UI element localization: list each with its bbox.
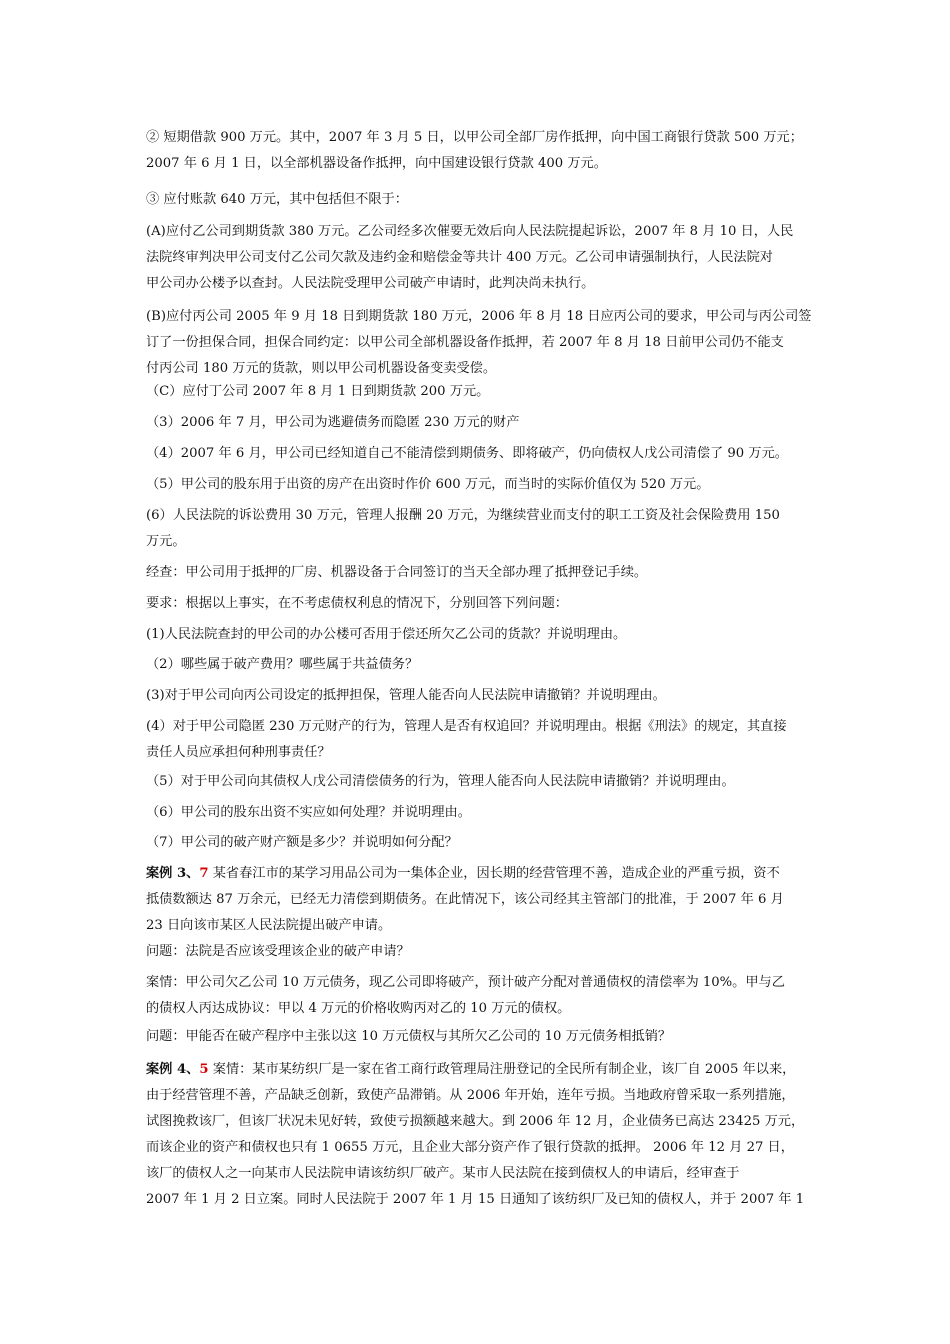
text-line: 抵债数额达 87 万余元，已经无力清偿到期债务。在此情况下，该公司经其主管部门的批准，于 2007 年 6 月 [146, 892, 784, 907]
question-1 [146, 622, 810, 648]
text-line: ③ 应付账款 640 万元，其中包括但不限于： [146, 192, 408, 207]
paragraph-fact-5 [146, 472, 810, 498]
text-line [146, 861, 810, 887]
case-3-question [146, 939, 810, 965]
text-line: 由于经营管理不善，产品缺乏创新，致使产品滞销。从 2006 年开始，连年亏损。当地政府曾采取一系列措施， [146, 1088, 795, 1103]
text-line: 2007 年 1 月 2 日立案。同时人民法院于 2007 年 1 月 15 日通知了该纺织厂及已知的债权人，并于 2007 年 1 [146, 1192, 805, 1207]
case-facts-question [146, 1024, 810, 1050]
text-line: 该厂的债权人之一向某市人民法院申请该纺织厂破产。某市人民法院在接到债权人的申请后，经审查于 [146, 1166, 740, 1181]
paragraph-accounts-payable [146, 187, 810, 213]
text-line: 甲公司办公楼予以查封。人民法院受理甲公司破产申请时，此判决尚未执行。 [146, 276, 595, 291]
question-4 [146, 714, 810, 766]
question-5 [146, 769, 810, 795]
text-line: 问题：法院是否应该受理该企业的破产申请？ [146, 944, 410, 959]
text-line: (B)应付丙公司 2005 年 9 月 18 日到期货款 180 万元，2006 年 8 月 18 日应丙公司的要求，甲公司与丙公司签 [146, 309, 812, 324]
text-segment: 案情：某市某纺织厂是一家在省工商行政管理局注册登记的全民所有制企业，该厂自 2005 年以来， [208, 1062, 796, 1077]
text-line: 案情：甲公司欠乙公司 10 万元债务，现乙公司即将破产，预计破产分配对普通债权的清偿率为 10%。甲与乙 [146, 975, 785, 990]
case-number: 7 [199, 866, 209, 881]
case-3-paragraph [146, 861, 810, 939]
text-line: 2007 年 6 月 1 日，以全部机器设备作抵押，向中国建设银行贷款 400 万元。 [146, 156, 607, 171]
text-line: （5）对于甲公司向其债权人戊公司清偿债务的行为，管理人能否向人民法院申请撤销？并说明理由。 [146, 774, 735, 789]
paragraph-requirements [146, 591, 810, 617]
text-line: （3）2006 年 7 月，甲公司为逃避债务而隐匿 230 万元的财产 [146, 415, 520, 430]
case-number: 5 [199, 1062, 209, 1077]
text-line: （5）甲公司的股东用于出资的房产在出资时作价 600 万元，而当时的实际价值仅为 520 万元。 [146, 477, 710, 492]
text-line: (6）人民法院的诉讼费用 30 万元，管理人报酬 20 万元，为继续营业而支付的职工工资及社会保险费用 150 [146, 508, 780, 523]
text-line: （6）甲公司的股东出资不实应如何处理？并说明理由。 [146, 805, 471, 820]
text-line: 23 日向该市某区人民法院提出破产申请。 [146, 918, 392, 933]
paragraph-fact-3 [146, 410, 810, 436]
case-label: 案例 3、 [146, 866, 200, 881]
question-3 [146, 683, 810, 709]
paragraph-short-term-loans [146, 125, 810, 177]
text-line: 付丙公司 180 万元的货款，则以甲公司机器设备变卖受偿。 [146, 361, 497, 376]
case-label: 案例 4、 [146, 1062, 200, 1077]
question-2 [146, 652, 810, 678]
text-line: (4）对于甲公司隐匿 230 万元财产的行为，管理人是否有权追回？并说明理由。根据《刑法》的规定，其直接 [146, 719, 787, 734]
text-line: 要求：根据以上事实，在不考虑债权利息的情况下，分别回答下列问题： [146, 596, 568, 611]
text-line: 责任人员应承担何种刑事责任？ [146, 745, 331, 760]
text-line: （4）2007 年 6 月，甲公司已经知道自己不能清偿到期债务、即将破产，仍向债权人戊公司清偿了 90 万元。 [146, 446, 788, 461]
text-line: 经查：甲公司用于抵押的厂房、机器设备于合同签订的当天全部办理了抵押登记手续。 [146, 565, 648, 580]
question-7 [146, 830, 810, 856]
text-line: （7）甲公司的破产财产额是多少？并说明如何分配？ [146, 835, 458, 850]
text-line: (1)人民法院查封的甲公司的办公楼可否用于偿还所欠乙公司的货款？并说明理由。 [146, 627, 627, 642]
text-line: （2）哪些属于破产费用？哪些属于共益债务？ [146, 657, 419, 672]
text-line: 而该企业的资产和债权也只有 1 0655 万元，且企业大部分资产作了银行贷款的抵押。 2006 年 12 月 27 日， [146, 1140, 794, 1155]
text-line: 法院终审判决甲公司支付乙公司欠款及违约金和赔偿金等共计 400 万元。乙公司申请强制执行，人民法院对 [146, 250, 773, 265]
text-line: 订了一份担保合同，担保合同约定：以甲公司全部机器设备作抵押，若 2007 年 8 月 18 日前甲公司仍不能支 [146, 335, 784, 350]
case-4-paragraph [146, 1057, 810, 1213]
text-line: 问题：甲能否在破产程序中主张以这 10 万元债权与其所欠乙公司的 10 万元债务相抵销？ [146, 1029, 672, 1044]
paragraph-finding [146, 560, 810, 586]
text-line: (A)应付乙公司到期货款 380 万元。乙公司经多次催要无效后向人民法院提起诉讼，2007 年 8 月 10 日，人民 [146, 224, 794, 239]
paragraph-fact-4 [146, 441, 810, 467]
text-segment: 某省春江市的某学习用品公司为一集体企业，因长期的经营管理不善，造成企业的严重亏损，资不 [208, 866, 780, 881]
text-line: 万元。 [146, 534, 186, 549]
text-line [146, 1057, 810, 1083]
paragraph-fact-6 [146, 503, 810, 555]
case-facts-paragraph [146, 970, 810, 1022]
text-line: (3)对于甲公司向丙公司设定的抵押担保，管理人能否向人民法院申请撤销？并说明理由。 [146, 688, 666, 703]
paragraph-item-b [146, 304, 810, 382]
text-line: 试图挽救该厂，但该厂状况未见好转，致使亏损额越来越大。到 2006 年 12 月，企业债务已高达 23425 万元， [146, 1114, 805, 1129]
text-line: （C）应付丁公司 2007 年 8 月 1 日到期货款 200 万元。 [146, 384, 490, 399]
paragraph-item-c [146, 379, 810, 405]
text-line: ② 短期借款 900 万元。其中，2007 年 3 月 5 日，以甲公司全部厂房作抵押，向中国工商银行贷款 500 万元； [146, 130, 803, 145]
text-line: 的债权人丙达成协议：甲以 4 万元的价格收购丙对乙的 10 万元的债权。 [146, 1001, 571, 1016]
paragraph-item-a [146, 219, 810, 297]
question-6 [146, 800, 810, 826]
